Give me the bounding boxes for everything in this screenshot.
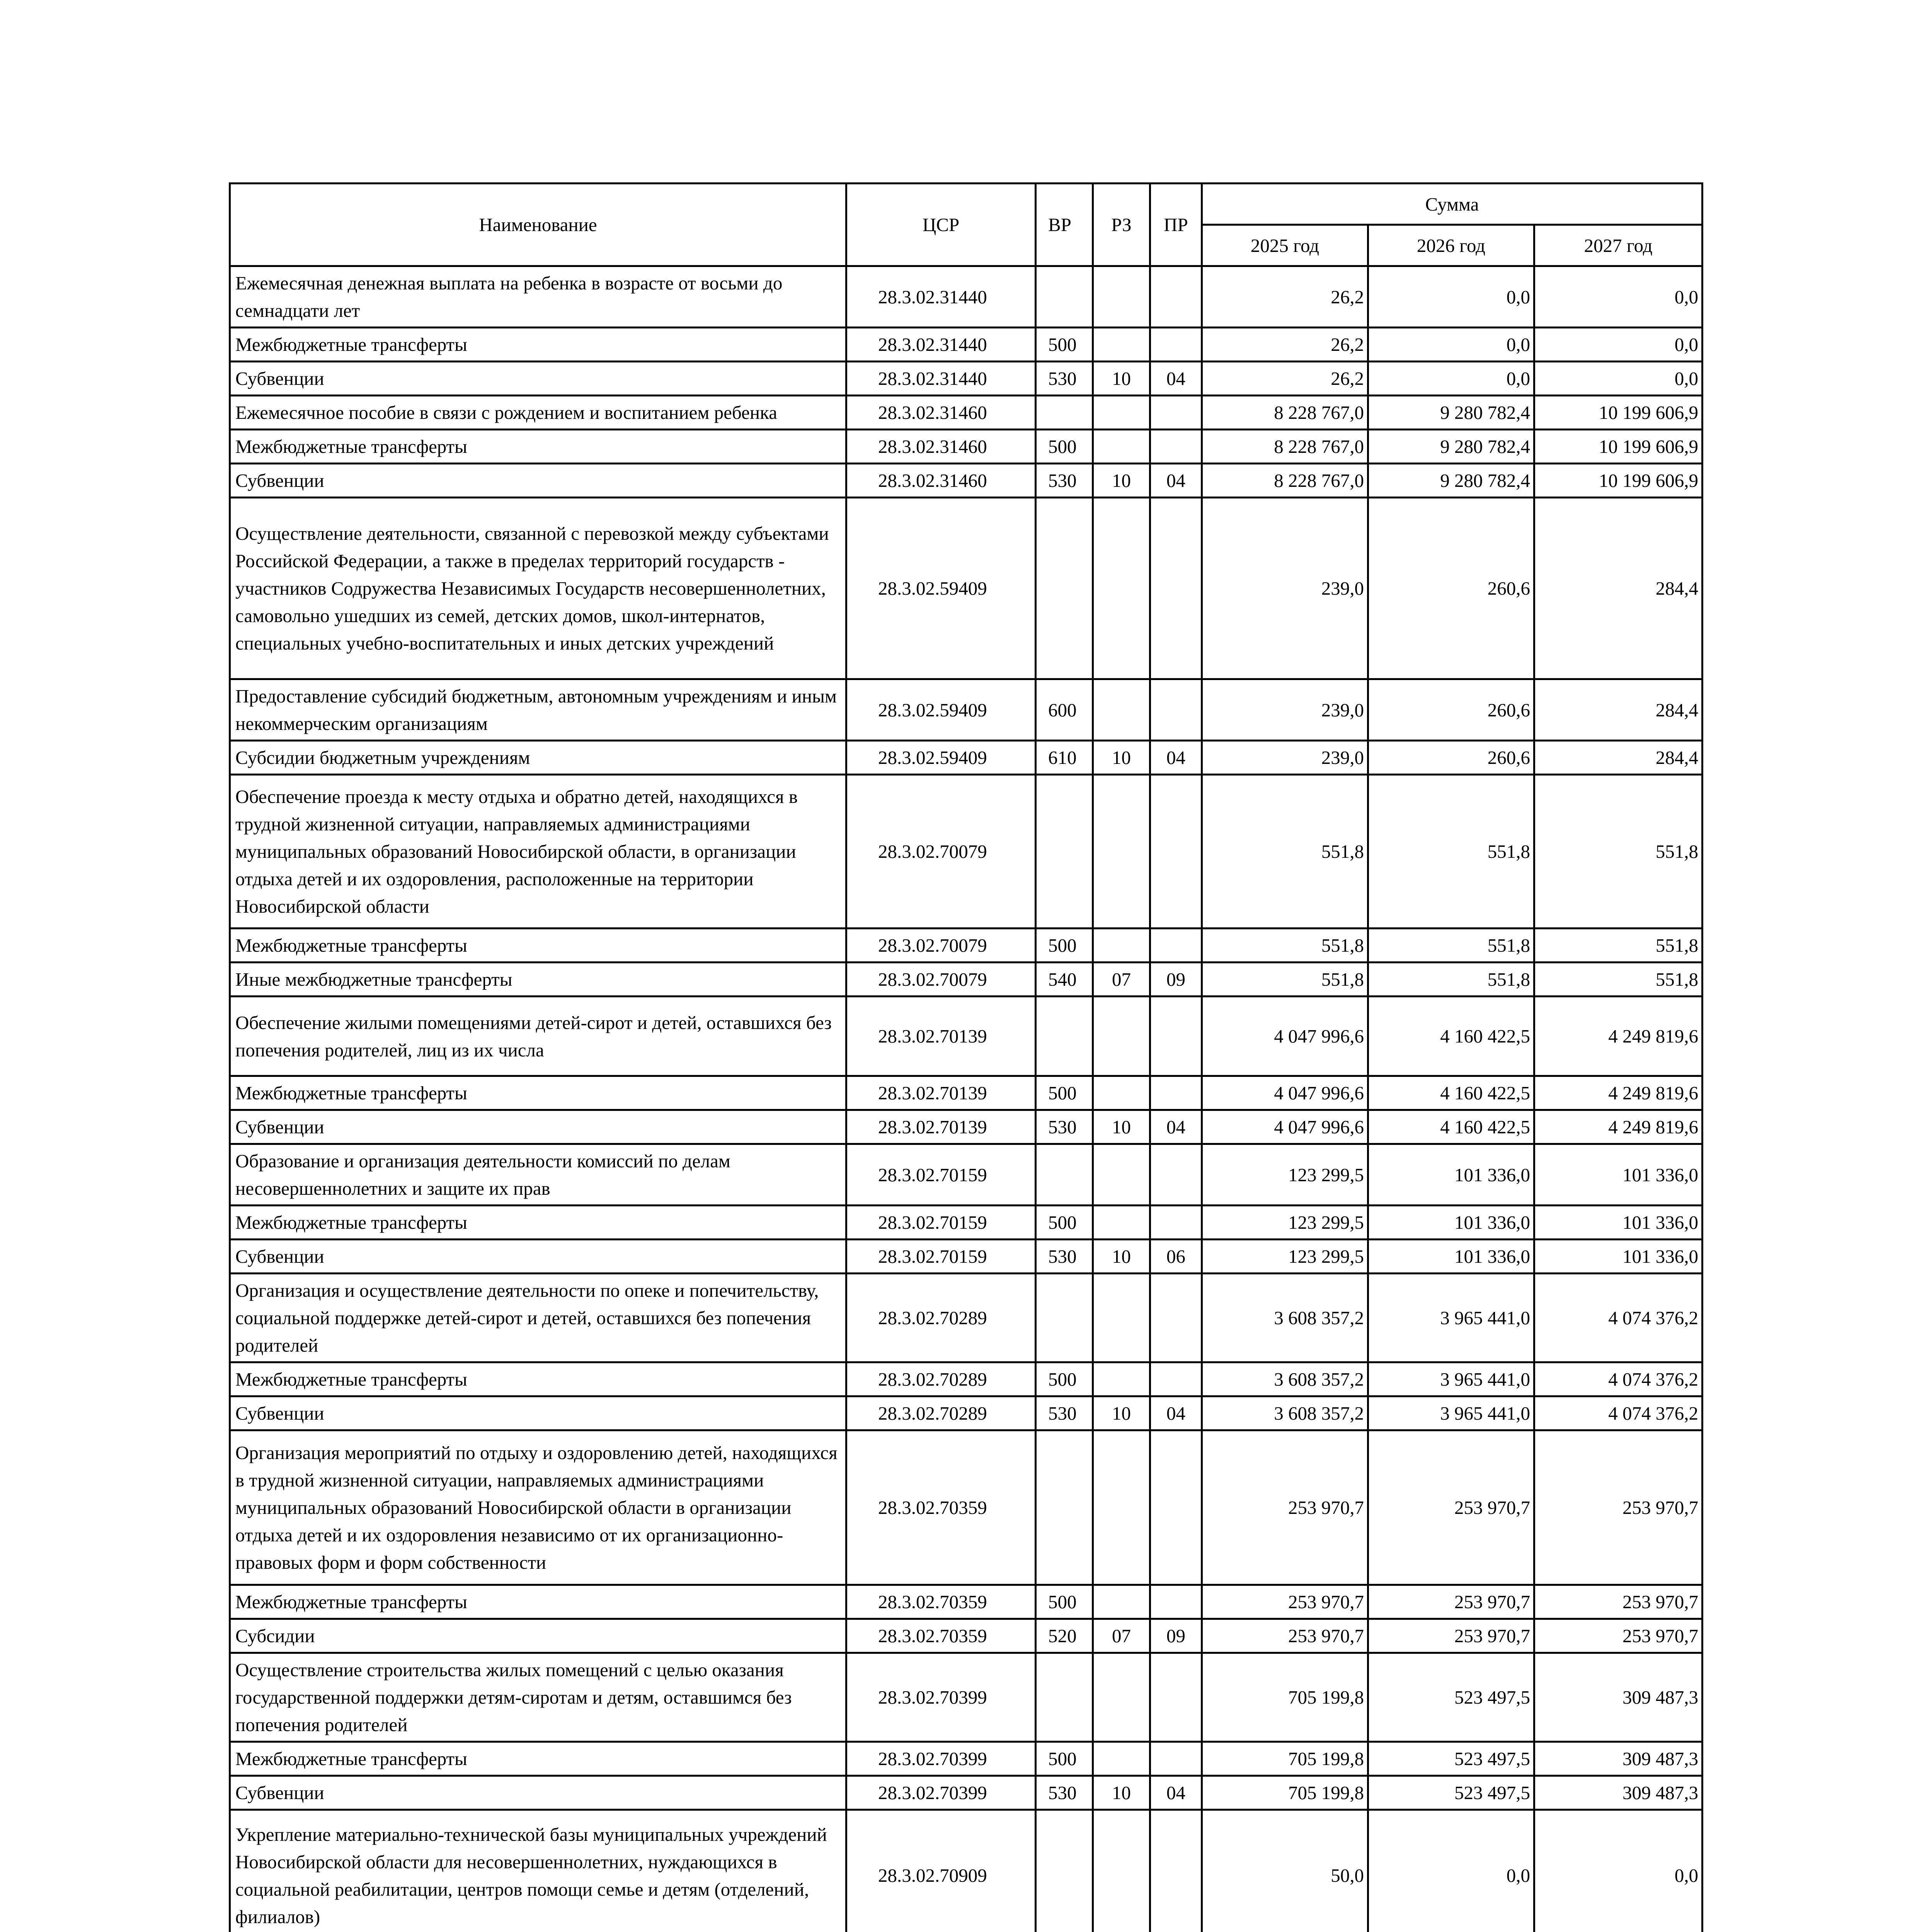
table-row <box>230 741 1702 775</box>
cell-name: Межбюджетные трансферты <box>230 1742 846 1776</box>
cell-2025: 3 608 357,2 <box>1202 1396 1368 1430</box>
cell-rz <box>1093 1653 1150 1742</box>
cell-pr <box>1150 396 1202 430</box>
cell-2026: 260,6 <box>1368 498 1534 679</box>
cell-vr: 500 <box>1036 929 1093 963</box>
cell-name: Межбюджетные трансферты <box>230 1362 846 1396</box>
cell-2027: 309 487,3 <box>1534 1742 1702 1776</box>
cell-2026: 3 965 441,0 <box>1368 1362 1534 1396</box>
cell-rz <box>1093 1585 1150 1619</box>
cell-csr: 28.3.02.31440 <box>846 328 1036 362</box>
cell-2025: 123 299,5 <box>1202 1240 1368 1274</box>
table-row <box>230 464 1702 498</box>
table-row <box>230 1240 1702 1274</box>
cell-2027: 253 970,7 <box>1534 1585 1702 1619</box>
cell-name: Образование и организация деятельности комиссий по делам несовершеннолетних и защите их прав <box>230 1144 846 1206</box>
cell-rz <box>1093 679 1150 741</box>
cell-csr: 28.3.02.31460 <box>846 396 1036 430</box>
cell-rz: 10 <box>1093 1240 1150 1274</box>
table-body <box>230 266 1702 1932</box>
cell-csr: 28.3.02.70399 <box>846 1776 1036 1810</box>
cell-rz <box>1093 498 1150 679</box>
cell-2026: 9 280 782,4 <box>1368 430 1534 464</box>
cell-2026: 260,6 <box>1368 679 1534 741</box>
cell-vr <box>1036 266 1093 328</box>
cell-pr: 09 <box>1150 963 1202 997</box>
table-row <box>230 328 1702 362</box>
table-row <box>230 679 1702 741</box>
cell-csr: 28.3.02.59409 <box>846 741 1036 775</box>
cell-2026: 0,0 <box>1368 362 1534 396</box>
cell-name: Субсидии бюджетным учреждениям <box>230 741 846 775</box>
cell-name: Иные межбюджетные трансферты <box>230 963 846 997</box>
cell-rz <box>1093 775 1150 929</box>
cell-vr <box>1036 1430 1093 1585</box>
cell-2027: 10 199 606,9 <box>1534 430 1702 464</box>
cell-2027: 551,8 <box>1534 775 1702 929</box>
cell-pr: 04 <box>1150 741 1202 775</box>
cell-2027: 4 249 819,6 <box>1534 1110 1702 1144</box>
cell-rz: 07 <box>1093 1619 1150 1653</box>
cell-pr: 04 <box>1150 464 1202 498</box>
cell-2026: 523 497,5 <box>1368 1653 1534 1742</box>
cell-pr <box>1150 1430 1202 1585</box>
cell-vr: 540 <box>1036 963 1093 997</box>
header-year-2025: 2025 год <box>1202 225 1368 266</box>
cell-vr: 520 <box>1036 1619 1093 1653</box>
cell-name: Субвенции <box>230 1110 846 1144</box>
cell-rz <box>1093 929 1150 963</box>
cell-2025: 4 047 996,6 <box>1202 997 1368 1076</box>
cell-csr: 28.3.02.70399 <box>846 1653 1036 1742</box>
header-csr: ЦСР <box>846 184 1036 266</box>
cell-csr: 28.3.02.70079 <box>846 929 1036 963</box>
table-row <box>230 396 1702 430</box>
cell-2027: 253 970,7 <box>1534 1430 1702 1585</box>
cell-vr <box>1036 1144 1093 1206</box>
cell-name: Ежемесячная денежная выплата на ребенка в возрасте от восьми до семнадцати лет <box>230 266 846 328</box>
table-row <box>230 1144 1702 1206</box>
cell-rz: 10 <box>1093 464 1150 498</box>
cell-2025: 8 228 767,0 <box>1202 430 1368 464</box>
cell-pr <box>1150 929 1202 963</box>
cell-name: Обеспечение жилыми помещениями детей-сирот и детей, оставшихся без попечения родителей, лиц из их числа <box>230 997 846 1076</box>
cell-vr: 530 <box>1036 362 1093 396</box>
header-sum: Сумма <box>1202 184 1702 225</box>
cell-csr: 28.3.02.31440 <box>846 266 1036 328</box>
cell-csr: 28.3.02.70289 <box>846 1274 1036 1362</box>
cell-name: Ежемесячное пособие в связи с рождением и воспитанием ребенка <box>230 396 846 430</box>
cell-2027: 253 970,7 <box>1534 1619 1702 1653</box>
cell-2025: 123 299,5 <box>1202 1206 1368 1240</box>
cell-2026: 3 965 441,0 <box>1368 1396 1534 1430</box>
cell-name: Субсидии <box>230 1619 846 1653</box>
cell-name: Субвенции <box>230 464 846 498</box>
cell-csr: 28.3.02.70159 <box>846 1240 1036 1274</box>
cell-2025: 253 970,7 <box>1202 1430 1368 1585</box>
cell-name: Укрепление материально-технической базы муниципальных учреждений Новосибирской области для несовершеннолетних, нуждающихся в социальной реабилитации, центров помощи семье и детям (отделений, филиалов) <box>230 1810 846 1932</box>
cell-2025: 239,0 <box>1202 498 1368 679</box>
cell-pr <box>1150 1076 1202 1110</box>
table-row <box>230 1076 1702 1110</box>
table-row <box>230 1653 1702 1742</box>
cell-rz: 10 <box>1093 1776 1150 1810</box>
cell-pr: 04 <box>1150 1110 1202 1144</box>
header-name: Наименование <box>230 184 846 266</box>
cell-2027: 10 199 606,9 <box>1534 396 1702 430</box>
table-row <box>230 1430 1702 1585</box>
cell-csr: 28.3.02.31440 <box>846 362 1036 396</box>
table-row <box>230 997 1702 1076</box>
cell-2025: 3 608 357,2 <box>1202 1274 1368 1362</box>
cell-vr: 500 <box>1036 1742 1093 1776</box>
cell-2027: 309 487,3 <box>1534 1653 1702 1742</box>
cell-2025: 705 199,8 <box>1202 1776 1368 1810</box>
cell-2027: 0,0 <box>1534 1810 1702 1932</box>
cell-2027: 4 249 819,6 <box>1534 997 1702 1076</box>
cell-2025: 253 970,7 <box>1202 1585 1368 1619</box>
cell-pr <box>1150 775 1202 929</box>
cell-2025: 551,8 <box>1202 963 1368 997</box>
cell-vr: 530 <box>1036 464 1093 498</box>
cell-csr: 28.3.02.70359 <box>846 1585 1036 1619</box>
cell-pr <box>1150 430 1202 464</box>
cell-name: Межбюджетные трансферты <box>230 1206 846 1240</box>
cell-rz: 07 <box>1093 963 1150 997</box>
cell-name: Субвенции <box>230 1240 846 1274</box>
cell-2026: 9 280 782,4 <box>1368 464 1534 498</box>
cell-2025: 551,8 <box>1202 775 1368 929</box>
table-row <box>230 1206 1702 1240</box>
cell-2027: 10 199 606,9 <box>1534 464 1702 498</box>
cell-2026: 0,0 <box>1368 266 1534 328</box>
cell-rz <box>1093 1362 1150 1396</box>
cell-vr <box>1036 396 1093 430</box>
header-vr: ВР <box>1036 184 1093 266</box>
table-row <box>230 1396 1702 1430</box>
cell-csr: 28.3.02.59409 <box>846 679 1036 741</box>
cell-rz <box>1093 1076 1150 1110</box>
cell-csr: 28.3.02.70359 <box>846 1430 1036 1585</box>
cell-rz <box>1093 396 1150 430</box>
header-rz: РЗ <box>1093 184 1150 266</box>
cell-name: Организация мероприятий по отдыху и оздоровлению детей, находящихся в трудной жизненной ситуации, направляемых администрациями муниципальных образований Новосибирской области в организации отдыха детей и их оздоровления независимо от их организационно-правовых форм и форм собственности <box>230 1430 846 1585</box>
cell-name: Субвенции <box>230 362 846 396</box>
cell-2027: 284,4 <box>1534 679 1702 741</box>
cell-name: Организация и осуществление деятельности по опеке и попечительству, социальной поддержке детей-сирот и детей, оставшихся без попечения родителей <box>230 1274 846 1362</box>
cell-rz <box>1093 1274 1150 1362</box>
cell-pr: 09 <box>1150 1619 1202 1653</box>
header-pr: ПР <box>1150 184 1202 266</box>
cell-rz <box>1093 266 1150 328</box>
cell-rz: 10 <box>1093 1110 1150 1144</box>
cell-pr <box>1150 1362 1202 1396</box>
cell-2025: 239,0 <box>1202 679 1368 741</box>
cell-2026: 9 280 782,4 <box>1368 396 1534 430</box>
cell-2025: 253 970,7 <box>1202 1619 1368 1653</box>
cell-csr: 28.3.02.70159 <box>846 1144 1036 1206</box>
cell-vr: 500 <box>1036 1206 1093 1240</box>
cell-2025: 8 228 767,0 <box>1202 464 1368 498</box>
cell-2027: 0,0 <box>1534 362 1702 396</box>
cell-vr: 600 <box>1036 679 1093 741</box>
table-row <box>230 430 1702 464</box>
cell-2027: 101 336,0 <box>1534 1144 1702 1206</box>
cell-2027: 0,0 <box>1534 328 1702 362</box>
cell-rz <box>1093 1206 1150 1240</box>
cell-vr: 500 <box>1036 328 1093 362</box>
table-row <box>230 1810 1702 1932</box>
table-row <box>230 963 1702 997</box>
cell-2026: 260,6 <box>1368 741 1534 775</box>
cell-2027: 284,4 <box>1534 741 1702 775</box>
table-row <box>230 1362 1702 1396</box>
table-row <box>230 498 1702 679</box>
cell-vr <box>1036 997 1093 1076</box>
cell-pr: 04 <box>1150 1776 1202 1810</box>
cell-csr: 28.3.02.70139 <box>846 1110 1036 1144</box>
cell-vr: 530 <box>1036 1110 1093 1144</box>
cell-name: Обеспечение проезда к месту отдыха и обратно детей, находящихся в трудной жизненной ситуации, направляемых администрациями муниципальных образований Новосибирской области, в организации отдыха детей и их оздоровления, расположенные на территории Новосибирской области <box>230 775 846 929</box>
cell-pr <box>1150 997 1202 1076</box>
cell-vr: 610 <box>1036 741 1093 775</box>
cell-vr <box>1036 1810 1093 1932</box>
cell-pr <box>1150 1742 1202 1776</box>
cell-rz: 10 <box>1093 362 1150 396</box>
table-row <box>230 1742 1702 1776</box>
cell-pr <box>1150 679 1202 741</box>
header-year-2026: 2026 год <box>1368 225 1534 266</box>
cell-rz <box>1093 1144 1150 1206</box>
cell-2026: 101 336,0 <box>1368 1240 1534 1274</box>
cell-pr: 04 <box>1150 1396 1202 1430</box>
cell-2025: 26,2 <box>1202 328 1368 362</box>
cell-rz: 10 <box>1093 1396 1150 1430</box>
cell-2027: 101 336,0 <box>1534 1240 1702 1274</box>
cell-2027: 101 336,0 <box>1534 1206 1702 1240</box>
cell-pr <box>1150 328 1202 362</box>
cell-csr: 28.3.02.70909 <box>846 1810 1036 1932</box>
cell-2026: 101 336,0 <box>1368 1144 1534 1206</box>
table-row <box>230 266 1702 328</box>
cell-pr <box>1150 266 1202 328</box>
cell-rz <box>1093 1430 1150 1585</box>
cell-2026: 551,8 <box>1368 963 1534 997</box>
table-row <box>230 775 1702 929</box>
cell-name: Межбюджетные трансферты <box>230 1076 846 1110</box>
table-row <box>230 929 1702 963</box>
header-year-2027: 2027 год <box>1534 225 1702 266</box>
cell-name: Межбюджетные трансферты <box>230 929 846 963</box>
cell-2026: 4 160 422,5 <box>1368 997 1534 1076</box>
cell-csr: 28.3.02.70289 <box>846 1362 1036 1396</box>
cell-2026: 4 160 422,5 <box>1368 1110 1534 1144</box>
cell-name: Межбюджетные трансферты <box>230 1585 846 1619</box>
cell-2025: 239,0 <box>1202 741 1368 775</box>
cell-name: Межбюджетные трансферты <box>230 430 846 464</box>
table-row <box>230 362 1702 396</box>
cell-2026: 551,8 <box>1368 929 1534 963</box>
cell-rz <box>1093 997 1150 1076</box>
cell-2026: 253 970,7 <box>1368 1619 1534 1653</box>
cell-name: Осуществление деятельности, связанной с перевозкой между субъектами Российской Федерации, а также в пределах территорий государств - участников Содружества Независимых Государств несовершеннолетних, самовольно ушедших из семей, детских домов, школ-интернатов, специальных учебно-воспитательных и иных детских учреждений <box>230 498 846 679</box>
cell-2026: 4 160 422,5 <box>1368 1076 1534 1110</box>
table-row <box>230 1110 1702 1144</box>
cell-csr: 28.3.02.59409 <box>846 498 1036 679</box>
cell-2025: 50,0 <box>1202 1810 1368 1932</box>
cell-rz <box>1093 1742 1150 1776</box>
cell-2027: 4 074 376,2 <box>1534 1362 1702 1396</box>
cell-2026: 551,8 <box>1368 775 1534 929</box>
cell-pr <box>1150 1144 1202 1206</box>
cell-vr: 530 <box>1036 1240 1093 1274</box>
cell-rz <box>1093 1810 1150 1932</box>
cell-vr: 500 <box>1036 430 1093 464</box>
cell-name: Субвенции <box>230 1776 846 1810</box>
cell-2027: 551,8 <box>1534 929 1702 963</box>
cell-name: Осуществление строительства жилых помещений с целью оказания государственной поддержки детям-сиротам и детям, оставшимся без попечения родителей <box>230 1653 846 1742</box>
cell-vr: 500 <box>1036 1076 1093 1110</box>
cell-pr <box>1150 1653 1202 1742</box>
cell-2027: 4 074 376,2 <box>1534 1274 1702 1362</box>
cell-2026: 0,0 <box>1368 1810 1534 1932</box>
cell-2027: 551,8 <box>1534 963 1702 997</box>
cell-csr: 28.3.02.31460 <box>846 430 1036 464</box>
cell-vr: 530 <box>1036 1396 1093 1430</box>
cell-name: Предоставление субсидий бюджетным, автономным учреждениям и иным некоммерческим организациям <box>230 679 846 741</box>
cell-2026: 253 970,7 <box>1368 1585 1534 1619</box>
table-row <box>230 1585 1702 1619</box>
cell-vr: 500 <box>1036 1362 1093 1396</box>
cell-vr: 500 <box>1036 1585 1093 1619</box>
cell-2027: 4 074 376,2 <box>1534 1396 1702 1430</box>
cell-2027: 309 487,3 <box>1534 1776 1702 1810</box>
cell-2025: 4 047 996,6 <box>1202 1076 1368 1110</box>
cell-vr <box>1036 1274 1093 1362</box>
cell-pr <box>1150 1585 1202 1619</box>
cell-name: Субвенции <box>230 1396 846 1430</box>
cell-2025: 8 228 767,0 <box>1202 396 1368 430</box>
cell-2026: 101 336,0 <box>1368 1206 1534 1240</box>
budget-table <box>229 182 1703 1932</box>
cell-csr: 28.3.02.70289 <box>846 1396 1036 1430</box>
table-row <box>230 1619 1702 1653</box>
cell-2025: 4 047 996,6 <box>1202 1110 1368 1144</box>
cell-pr <box>1150 498 1202 679</box>
table-header <box>230 184 1702 266</box>
cell-2025: 123 299,5 <box>1202 1144 1368 1206</box>
cell-pr <box>1150 1206 1202 1240</box>
cell-2026: 0,0 <box>1368 328 1534 362</box>
cell-vr: 530 <box>1036 1776 1093 1810</box>
cell-csr: 28.3.02.70399 <box>846 1742 1036 1776</box>
cell-pr <box>1150 1274 1202 1362</box>
cell-2026: 3 965 441,0 <box>1368 1274 1534 1362</box>
cell-csr: 28.3.02.70159 <box>846 1206 1036 1240</box>
table-row <box>230 1776 1702 1810</box>
cell-pr: 04 <box>1150 362 1202 396</box>
cell-2025: 26,2 <box>1202 266 1368 328</box>
cell-rz <box>1093 430 1150 464</box>
cell-pr: 06 <box>1150 1240 1202 1274</box>
cell-2025: 3 608 357,2 <box>1202 1362 1368 1396</box>
cell-2027: 0,0 <box>1534 266 1702 328</box>
cell-2027: 284,4 <box>1534 498 1702 679</box>
cell-2025: 705 199,8 <box>1202 1742 1368 1776</box>
cell-name: Межбюджетные трансферты <box>230 328 846 362</box>
cell-2025: 26,2 <box>1202 362 1368 396</box>
cell-csr: 28.3.02.70079 <box>846 963 1036 997</box>
cell-vr <box>1036 775 1093 929</box>
cell-2026: 523 497,5 <box>1368 1742 1534 1776</box>
cell-2027: 4 249 819,6 <box>1534 1076 1702 1110</box>
cell-2026: 523 497,5 <box>1368 1776 1534 1810</box>
cell-csr: 28.3.02.70139 <box>846 997 1036 1076</box>
cell-csr: 28.3.02.70079 <box>846 775 1036 929</box>
cell-2025: 551,8 <box>1202 929 1368 963</box>
cell-csr: 28.3.02.70139 <box>846 1076 1036 1110</box>
cell-rz: 10 <box>1093 741 1150 775</box>
cell-csr: 28.3.02.70359 <box>846 1619 1036 1653</box>
table-row <box>230 1274 1702 1362</box>
cell-vr <box>1036 1653 1093 1742</box>
cell-csr: 28.3.02.31460 <box>846 464 1036 498</box>
cell-2026: 253 970,7 <box>1368 1430 1534 1585</box>
cell-2025: 705 199,8 <box>1202 1653 1368 1742</box>
cell-rz <box>1093 328 1150 362</box>
cell-pr <box>1150 1810 1202 1932</box>
cell-vr <box>1036 498 1093 679</box>
